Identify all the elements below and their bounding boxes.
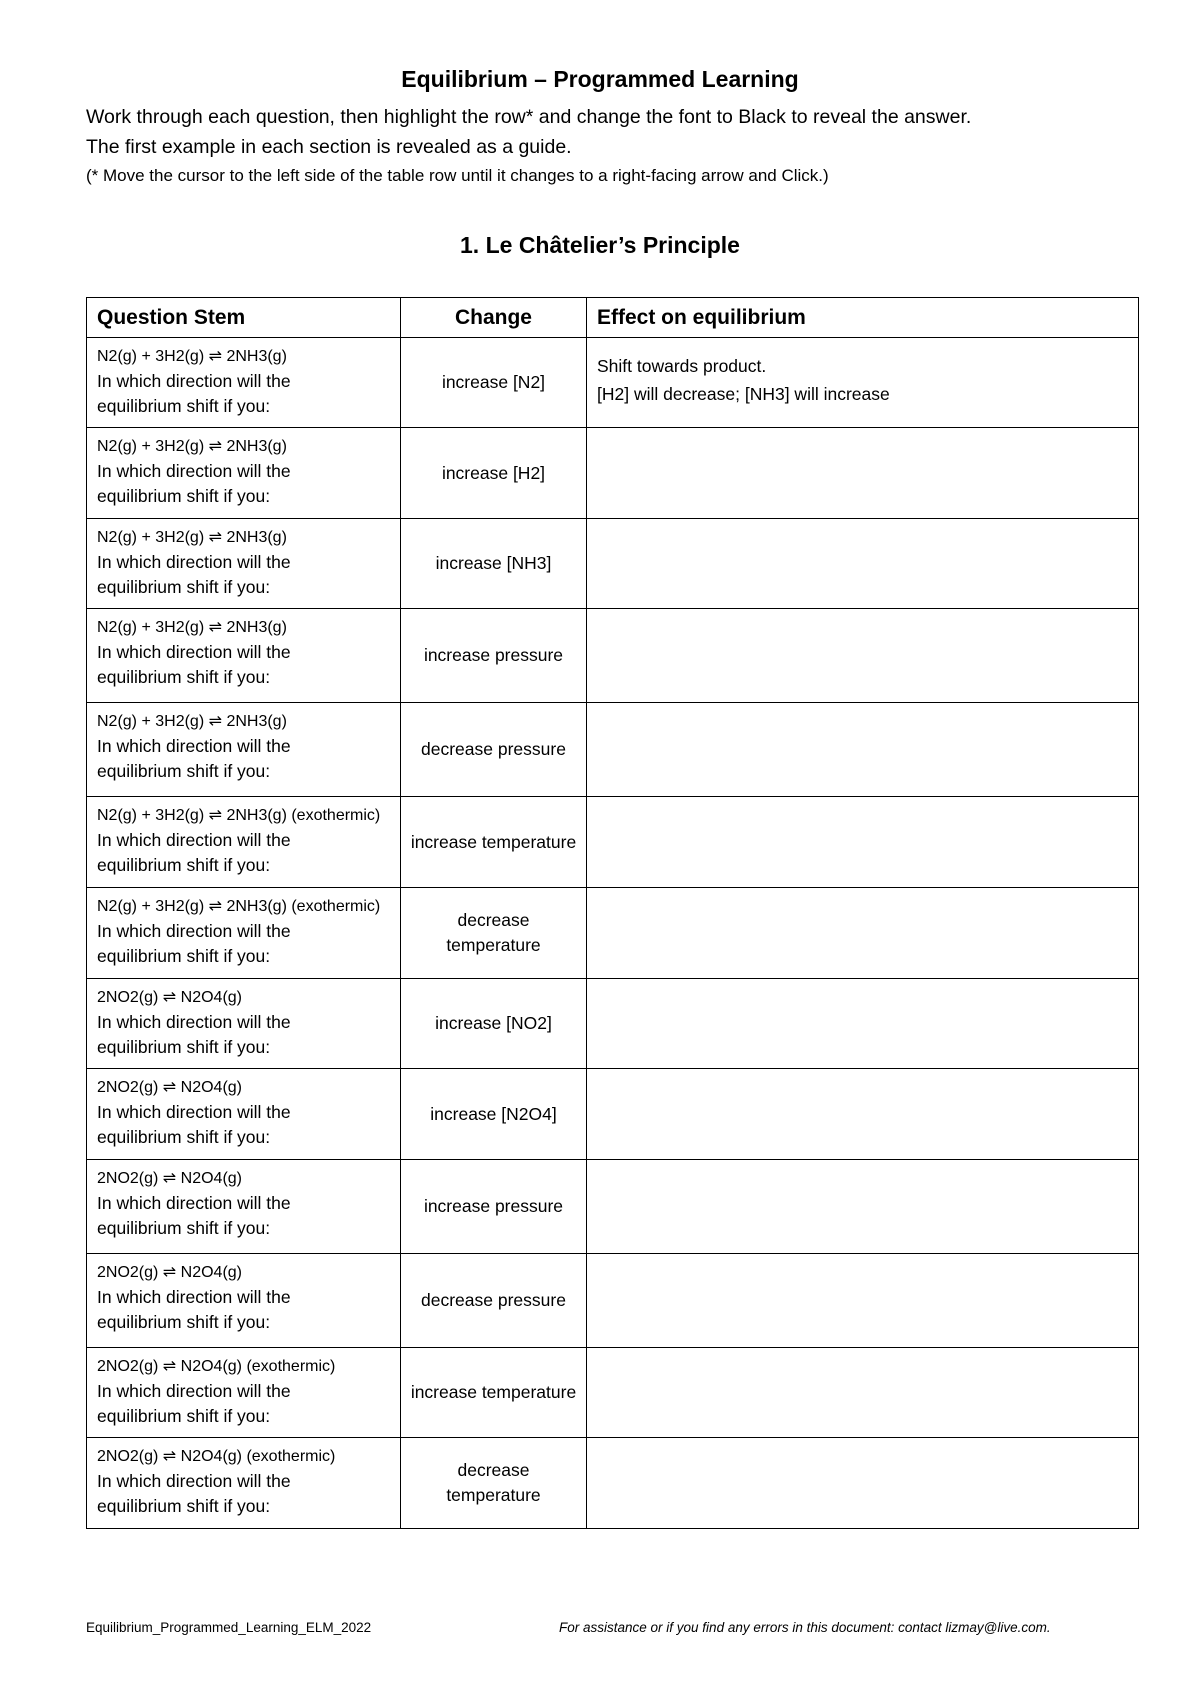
change-cell <box>401 1160 587 1254</box>
reaction-equation: N2(g) + 3H2(g) ⇌ 2NH3(g) (exothermic) <box>97 807 381 824</box>
change-cell <box>401 609 587 703</box>
question-prompt-line-2: equilibrium shift if you: <box>97 1496 271 1516</box>
instructions-line-1: Work through each question, then highlight the row* and change the font to Black to reveal the answer. <box>86 106 972 128</box>
question-prompt-line-1: In which direction will the <box>97 921 291 941</box>
instructions-note: (* Move the cursor to the left side of the table row until it changes to a right-facing arrow and Click.) <box>86 166 829 185</box>
change-text: increase pressure <box>423 1196 564 1216</box>
question-stem-cell <box>87 1069 401 1160</box>
question-prompt-line-1: In which direction will the <box>97 371 291 391</box>
question-prompt-line-1: In which direction will the <box>97 736 291 756</box>
reaction-equation: N2(g) + 3H2(g) ⇌ 2NH3(g) <box>97 619 287 636</box>
table-row[interactable] <box>87 428 1139 519</box>
table-body <box>87 338 1139 1529</box>
table-row[interactable] <box>87 519 1139 609</box>
question-prompt-line-2: equilibrium shift if you: <box>97 1218 271 1238</box>
question-stem-cell <box>87 338 401 428</box>
reaction-equation: 2NO2(g) ⇌ N2O4(g) <box>97 989 242 1006</box>
reaction-equation: N2(g) + 3H2(g) ⇌ 2NH3(g) <box>97 713 287 730</box>
change-text: decrease pressure <box>421 1290 566 1310</box>
change-text: increase temperature <box>410 1382 577 1402</box>
table-row[interactable] <box>87 1254 1139 1348</box>
question-table <box>86 297 1139 1529</box>
table-row[interactable] <box>87 1160 1139 1254</box>
table-header-row <box>87 298 1139 338</box>
question-prompt-line-2: equilibrium shift if you: <box>97 396 271 416</box>
column-header-question-stem: Question Stem <box>87 298 401 338</box>
question-prompt-line-2: equilibrium shift if you: <box>97 1312 271 1332</box>
reaction-equation: N2(g) + 3H2(g) ⇌ 2NH3(g) <box>97 438 287 455</box>
question-stem-cell <box>87 519 401 609</box>
effect-cell[interactable] <box>587 609 1139 703</box>
change-text: increase [NO2] <box>435 1013 552 1033</box>
change-cell <box>401 979 587 1069</box>
reaction-equation: 2NO2(g) ⇌ N2O4(g) <box>97 1079 242 1096</box>
effect-cell[interactable] <box>587 1438 1139 1529</box>
question-prompt-line-2: equilibrium shift if you: <box>97 667 271 687</box>
column-header-change: Change <box>401 298 587 338</box>
footer-contact: For assistance or if you find any errors in this document: contact lizmay@live.com. <box>559 1620 1051 1635</box>
change-cell <box>401 428 587 519</box>
table-row[interactable] <box>87 888 1139 979</box>
page-title: Equilibrium – Programmed Learning <box>401 66 799 92</box>
effect-cell[interactable] <box>587 1254 1139 1348</box>
question-prompt-line-1: In which direction will the <box>97 1102 291 1122</box>
effect-line-2: [H2] will decrease; [NH3] will increase <box>597 384 890 404</box>
question-prompt-line-1: In which direction will the <box>97 1012 291 1032</box>
section-heading: 1. Le Châtelier’s Principle <box>460 232 740 258</box>
column-header-effect: Effect on equilibrium <box>587 298 1139 338</box>
instructions-line-2: The first example in each section is revealed as a guide. <box>86 136 572 158</box>
change-cell <box>401 703 587 797</box>
change-cell <box>401 1348 587 1438</box>
question-prompt-line-2: equilibrium shift if you: <box>97 486 271 506</box>
change-text: increase pressure <box>423 645 564 665</box>
question-prompt-line-1: In which direction will the <box>97 552 291 572</box>
effect-cell[interactable] <box>587 888 1139 979</box>
question-prompt-line-2: equilibrium shift if you: <box>97 761 271 781</box>
question-prompt-line-2: equilibrium shift if you: <box>97 946 271 966</box>
footer-filename: Equilibrium_Programmed_Learning_ELM_2022 <box>86 1620 372 1635</box>
change-cell <box>401 797 587 888</box>
change-text: decrease temperature <box>446 1460 541 1505</box>
table-row[interactable] <box>87 979 1139 1069</box>
question-stem-cell <box>87 979 401 1069</box>
table-row[interactable] <box>87 338 1139 428</box>
table-row[interactable] <box>87 1438 1139 1529</box>
effect-cell[interactable] <box>587 1069 1139 1160</box>
table-row[interactable] <box>87 609 1139 703</box>
table-row[interactable] <box>87 1069 1139 1160</box>
change-cell <box>401 888 587 979</box>
change-cell <box>401 519 587 609</box>
question-stem-cell <box>87 609 401 703</box>
question-prompt-line-2: equilibrium shift if you: <box>97 1037 271 1057</box>
change-text: decrease pressure <box>421 739 566 759</box>
question-prompt-line-1: In which direction will the <box>97 1381 291 1401</box>
reaction-equation: 2NO2(g) ⇌ N2O4(g) <box>97 1264 242 1281</box>
question-stem-cell <box>87 1254 401 1348</box>
question-prompt-line-1: In which direction will the <box>97 1471 291 1491</box>
question-prompt-line-2: equilibrium shift if you: <box>97 1127 271 1147</box>
question-stem-cell <box>87 1160 401 1254</box>
question-prompt-line-1: In which direction will the <box>97 1287 291 1307</box>
effect-cell[interactable] <box>587 1348 1139 1438</box>
question-prompt-line-1: In which direction will the <box>97 642 291 662</box>
question-prompt-line-2: equilibrium shift if you: <box>97 1406 271 1426</box>
question-prompt-line-1: In which direction will the <box>97 461 291 481</box>
reaction-equation: 2NO2(g) ⇌ N2O4(g) (exothermic) <box>97 1448 336 1465</box>
change-text: increase [N2] <box>441 372 546 392</box>
question-stem-cell <box>87 428 401 519</box>
table-row[interactable] <box>87 703 1139 797</box>
change-cell <box>401 338 587 428</box>
change-text: increase [N2O4] <box>430 1103 557 1124</box>
question-stem-cell <box>87 1438 401 1529</box>
table-row[interactable] <box>87 797 1139 888</box>
reaction-equation: N2(g) + 3H2(g) ⇌ 2NH3(g) <box>97 348 287 365</box>
table-row[interactable] <box>87 1348 1139 1438</box>
reaction-equation: 2NO2(g) ⇌ N2O4(g) (exothermic) <box>97 1358 336 1375</box>
change-text: increase [NH3] <box>435 553 552 573</box>
question-stem-cell <box>87 1348 401 1438</box>
question-prompt-line-1: In which direction will the <box>97 1193 291 1213</box>
effect-cell[interactable] <box>587 979 1139 1069</box>
question-prompt-line-1: In which direction will the <box>97 830 291 850</box>
reaction-equation: N2(g) + 3H2(g) ⇌ 2NH3(g) <box>97 529 287 546</box>
effect-cell[interactable] <box>587 519 1139 609</box>
question-stem-cell <box>87 888 401 979</box>
change-cell <box>401 1254 587 1348</box>
effect-cell[interactable] <box>587 428 1139 519</box>
effect-cell[interactable] <box>587 338 1139 428</box>
effect-line-1: Shift towards product. <box>597 356 767 376</box>
change-cell <box>401 1069 587 1160</box>
question-stem-cell <box>87 797 401 888</box>
change-text: increase temperature <box>410 831 577 852</box>
change-text: increase [H2] <box>441 462 546 483</box>
effect-cell[interactable] <box>587 1160 1139 1254</box>
question-prompt-line-2: equilibrium shift if you: <box>97 855 271 875</box>
effect-cell[interactable] <box>587 703 1139 797</box>
change-cell <box>401 1438 587 1529</box>
reaction-equation: N2(g) + 3H2(g) ⇌ 2NH3(g) (exothermic) <box>97 898 381 915</box>
question-stem-cell <box>87 703 401 797</box>
reaction-equation: 2NO2(g) ⇌ N2O4(g) <box>97 1170 242 1187</box>
question-prompt-line-2: equilibrium shift if you: <box>97 577 271 597</box>
effect-cell[interactable] <box>587 797 1139 888</box>
change-text: decrease temperature <box>446 910 541 955</box>
